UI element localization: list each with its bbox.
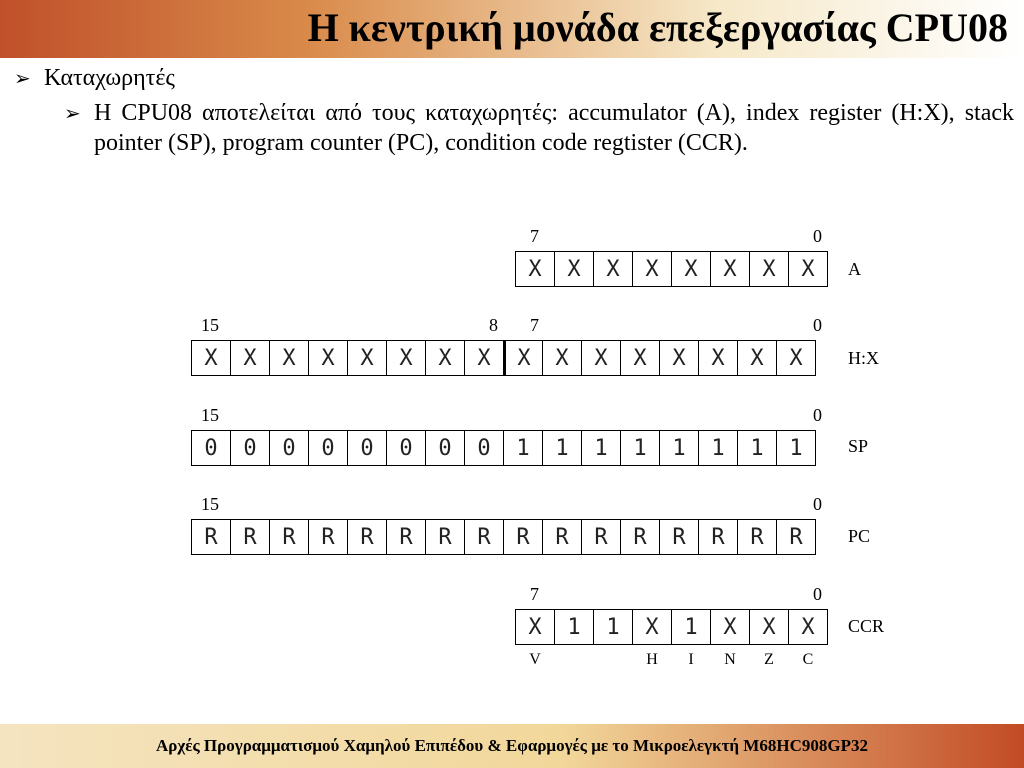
bit-cell: 1 [671,609,711,645]
bit-cell: 1 [659,430,699,466]
bit-cell: R [464,519,504,555]
register-a [515,251,828,287]
bit-cell: R [269,519,309,555]
bit-cell: 0 [347,430,387,466]
bit-cell: 0 [464,430,504,466]
bit-cell: X [593,251,633,287]
register-hx [191,340,816,376]
bit-cell: 1 [698,430,738,466]
footer-text: Αρχές Προγραμματισμού Χαμηλού Επιπέδου & Εφαρμογές με το Μικροελεγκτή M68HC908GP32 [156,736,868,755]
bit-cell: 1 [776,430,816,466]
pc-bit-hi: 15 [201,494,219,514]
register-a-label: A [848,259,861,279]
register-hx-label: H:X [848,348,879,368]
bit-cell: 1 [542,430,582,466]
ccr-bit-hi: 7 [530,584,539,604]
bit-cell: R [347,519,387,555]
bit-cell: 0 [191,430,231,466]
bit-cell: X [425,340,465,376]
bit-cell: X [710,251,750,287]
a-bit-hi: 7 [530,226,539,246]
bit-cell: 0 [269,430,309,466]
slide-title: Η κεντρική μονάδα επεξεργασίας CPU08 [307,5,1008,50]
bit-cell: R [698,519,738,555]
bit-cell: R [620,519,660,555]
bit-cell: X [308,340,348,376]
pc-bit-lo: 0 [813,494,822,514]
bit-cell: R [776,519,816,555]
bit-cell: X [515,609,555,645]
bit-cell: X [710,609,750,645]
bit-cell: 0 [308,430,348,466]
bit-cell: R [230,519,270,555]
ccr-flag-h: H [646,651,658,668]
title-bar [0,0,1024,58]
bit-cell: X [581,340,621,376]
bit-cell: R [659,519,699,555]
hx-bit-mid-lo: 7 [530,315,539,335]
ccr-flag-n: N [724,651,736,668]
bit-cell: R [191,519,231,555]
a-bit-lo: 0 [813,226,822,246]
bit-cell: X [749,609,789,645]
sp-bit-lo: 0 [813,405,822,425]
bit-cell: R [308,519,348,555]
bit-cell: X [515,251,555,287]
bit-cell: X [788,251,828,287]
bit-cell: X [620,340,660,376]
arrow-bullet-icon: ➢ [14,66,31,90]
bit-cell: 0 [425,430,465,466]
bit-cell: X [347,340,387,376]
register-pc-label: PC [848,526,871,546]
bit-cell: X [191,340,231,376]
bit-cell: X [632,609,672,645]
bit-cell: 1 [554,609,594,645]
bit-cell: R [503,519,543,555]
bit-cell: X [776,340,816,376]
register-pc [191,519,816,555]
ccr-bit-lo: 0 [813,584,822,604]
bit-cell: X [659,340,699,376]
bit-cell: X [698,340,738,376]
bit-cell: 0 [386,430,426,466]
bit-cell: 1 [503,430,543,466]
hx-bit-mid-hi: 8 [489,315,498,335]
register-ccr-label: CCR [848,616,885,636]
arrow-bullet-icon: ➢ [64,101,81,125]
bit-cell: R [581,519,621,555]
bullet-level2-text: Η CPU08 αποτελείται από τους καταχωρητές: accumulator (A), index register (H:X), stack pointer (SP), program counter (PC), condition code regtister (CCR). [94,100,1014,156]
footer-bar [0,724,1024,768]
bit-cell: R [542,519,582,555]
sp-bit-hi: 15 [201,405,219,425]
bit-cell: 0 [230,430,270,466]
bit-cell: X [737,340,777,376]
register-sp [191,430,816,466]
bit-cell: X [464,340,504,376]
bit-cell: R [737,519,777,555]
bit-cell: X [632,251,672,287]
bit-cell: X [542,340,582,376]
register-sp-label: SP [848,436,869,456]
hx-bit-hi: 15 [201,315,219,335]
bit-cell: X [386,340,426,376]
bit-cell: R [425,519,465,555]
ccr-flag-i: I [688,651,694,668]
bit-cell: 1 [737,430,777,466]
bit-cell: X [749,251,789,287]
bit-cell: X [269,340,309,376]
hx-bit-lo: 0 [813,315,822,335]
bit-cell: X [671,251,711,287]
bit-cell: 1 [620,430,660,466]
bullet-level1-text: Καταχωρητές [44,65,175,91]
ccr-flag-c: C [802,651,814,668]
bit-cell: 1 [581,430,621,466]
bit-cell: X [788,609,828,645]
bit-cell: 1 [593,609,633,645]
bit-cell: X [554,251,594,287]
bit-cell: X [230,340,270,376]
bullet-level2 [64,98,1014,158]
bit-cell: R [386,519,426,555]
ccr-flag-v: V [529,651,541,668]
register-ccr [515,609,828,645]
bit-cell: X [503,340,543,376]
ccr-flag-z: Z [764,651,774,668]
bullet-level1 [14,64,175,92]
